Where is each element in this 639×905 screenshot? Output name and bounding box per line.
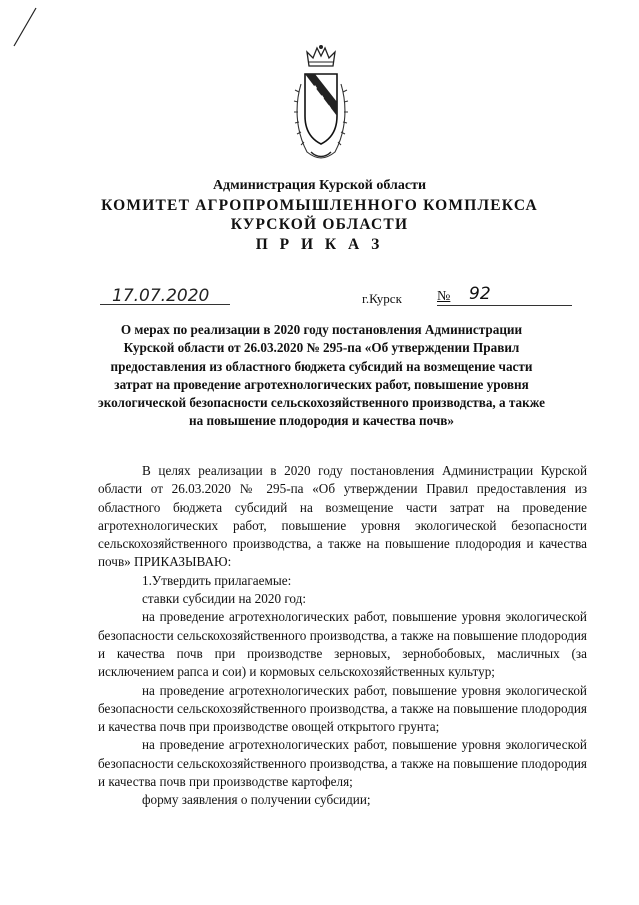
order-number: 92 [469, 284, 491, 304]
order-body [98, 462, 587, 810]
city-label: г.Курск [362, 291, 402, 306]
rate-vegetables: на проведение агротехнологических работ, повышение уровня экологической безопасности сельскохозяйственного производства, а также на повышение плодородия и качества почв при производстве овощей открытого грунта; [98, 682, 587, 735]
rates-heading: ставки субсидии на 2020 год: [142, 591, 307, 607]
order-date: 17.07.2020 [112, 286, 210, 306]
rate-potato: на проведение агротехнологических работ, повышение уровня экологической безопасности сельскохозяйственного производства, а также на повышение плодородия и качества почв при производстве картофеля; [98, 737, 587, 790]
administration-name: Администрация Курской области [212, 178, 427, 193]
number-underline [437, 305, 572, 306]
item-1: 1.Утвердить прилагаемые: [142, 572, 292, 588]
order-title: О мерах по реализации в 2020 году постановления Администрации Курской области от 26.03.2020 № 295-па «Об утверждении Правил предоставления из областного бюджета субсидий на возмещение части затрат на проведение агротехнологических работ, повышение уровня экологической безопасности сельскохозяйственного производства, а также на повышение плодородия и качества почв» [98, 322, 545, 429]
intro-paragraph: В целях реализации в 2020 году постановления Администрации Курской области от 26.03.2020 № 295-па «Об утверждении Правил предоставления из областного бюджета субсидий на возмещение части затрат на проведение агротехнологических работ, повышение уровня экологической безопасности сельскохозяйственного производства, а также на повышение плодородия и качества почв» ПРИКАЗЫВАЮ: [98, 463, 587, 570]
committee-name: КОМИТЕТ АГРОПРОМЫШЛЕННОГО КОМПЛЕКСА [101, 197, 538, 214]
application-form-item: форму заявления о получении субсидии; [142, 792, 371, 808]
kursk-coat-of-arms-icon [293, 44, 349, 164]
pen-stroke-mark [10, 6, 40, 50]
date-underline [100, 304, 230, 305]
document-type: П Р И К А З [255, 236, 384, 253]
number-label: № [437, 289, 451, 304]
region-name: КУРСКОЙ ОБЛАСТИ [230, 216, 409, 233]
rate-grain-crops: на проведение агротехнологических работ, повышение уровня экологической безопасности сельскохозяйственного производства, а также на повышение плодородия и качества почв при производстве зерновых, зернобобовых, масличных (за исключением рапса и сои) и кормовых сельскохозяйственных культур; [98, 609, 587, 680]
